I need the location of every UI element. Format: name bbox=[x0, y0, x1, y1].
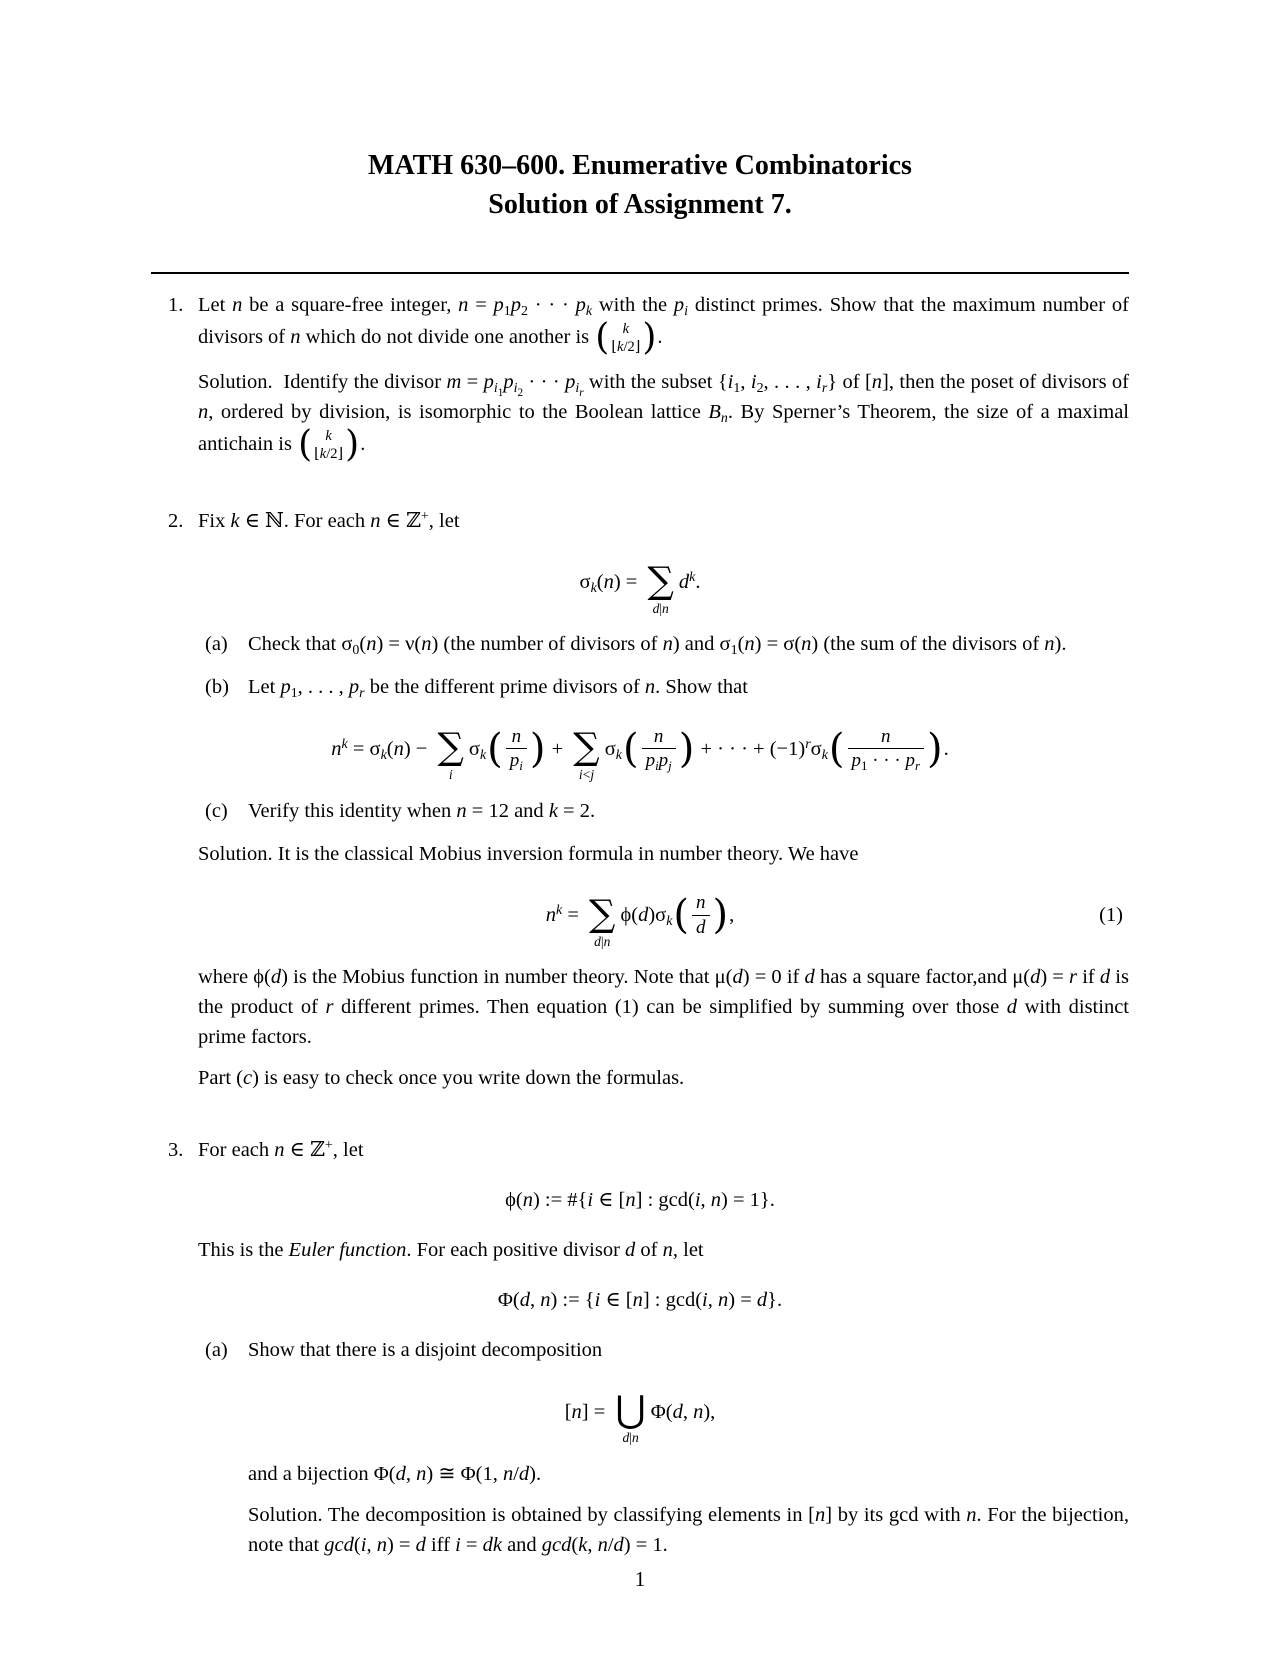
binomial-coefficient bbox=[298, 424, 360, 466]
binomial-stack bbox=[312, 427, 345, 463]
stretched-paren: ( bbox=[673, 892, 689, 939]
course-title: MATH 630–600. Enumerative Combinatorics bbox=[368, 150, 912, 181]
display-equation bbox=[151, 1185, 1129, 1215]
problems-list bbox=[151, 290, 1129, 1560]
paragraph bbox=[248, 672, 1129, 702]
assignment-title: Solution of Assignment 7. bbox=[488, 189, 792, 220]
subitem-label: (a) bbox=[205, 633, 228, 655]
math-text: where ϕ(d) is the Mobius function in number theory. Note that μ(d) = 0 if d has a square factor,and μ(d) = r if d is the product of r different primes. Then equation (1) can be simplified by summing over those d with distinct prime factors. bbox=[198, 966, 1129, 1048]
math-text: This is the Euler function. For each positive divisor d of n, let bbox=[198, 1239, 704, 1261]
binomial-top: k bbox=[325, 428, 332, 445]
subitem-label: (c) bbox=[205, 799, 228, 822]
operator-limit: d|n bbox=[622, 1430, 639, 1445]
operator-limit: i bbox=[448, 767, 453, 782]
stretched-paren: ) bbox=[678, 725, 695, 772]
math-text: Part (c) is easy to check once you write down the formulas. bbox=[198, 1067, 685, 1089]
paragraph bbox=[248, 796, 1129, 826]
problem-number: 1. bbox=[168, 294, 184, 316]
math-text: and a bijection Φ(d, n) ≅ Φ(1, n/d). bbox=[248, 1462, 542, 1485]
equation-content bbox=[545, 889, 735, 949]
paragraph bbox=[198, 1063, 1129, 1093]
problem-body bbox=[198, 1135, 1129, 1560]
denominator: d bbox=[692, 915, 710, 940]
subitem-label: (b) bbox=[205, 676, 229, 698]
math-text: [n] = bbox=[564, 1400, 611, 1423]
numerator: n bbox=[653, 725, 664, 747]
display-equation bbox=[151, 1385, 1129, 1445]
problem-body bbox=[198, 506, 1129, 1094]
stretched-paren: ) bbox=[712, 892, 729, 939]
operator-limit: i<j bbox=[578, 767, 595, 782]
math-text: + · · · + $(-1)^r\sigma_k$ bbox=[695, 736, 828, 763]
paragraph bbox=[248, 1500, 1129, 1560]
math-text: ϕ(n) := #{i ∈ [n] : gcd(i, n) = 1}. bbox=[505, 1189, 775, 1211]
summation-operator bbox=[573, 725, 600, 782]
stretched-paren: ) bbox=[926, 725, 943, 772]
left-paren-icon: ( bbox=[595, 317, 610, 359]
subitem-label: (a) bbox=[205, 1339, 228, 1361]
operator-glyph: ∑ bbox=[589, 891, 616, 935]
display-equation bbox=[151, 722, 1129, 782]
equation-content bbox=[498, 1285, 782, 1315]
union-operator bbox=[615, 1388, 646, 1445]
math-text: $\sigma_k$ bbox=[604, 737, 622, 763]
numerator: n bbox=[511, 725, 522, 747]
equation-content bbox=[564, 1385, 716, 1445]
paragraph bbox=[198, 290, 1129, 359]
paragraph bbox=[198, 1235, 1129, 1265]
summation-operator bbox=[589, 891, 616, 949]
fraction bbox=[692, 891, 710, 940]
paragraph bbox=[198, 506, 1129, 536]
paragraph bbox=[198, 839, 1129, 869]
header-rule bbox=[151, 272, 1129, 274]
subitem-content bbox=[248, 629, 1129, 659]
stretched-paren: ( bbox=[487, 725, 503, 772]
math-text: Solution. It is the classical Mobius inversion formula in number theory. We have bbox=[198, 842, 859, 865]
subitem-b bbox=[198, 672, 1129, 782]
display-equation bbox=[151, 1285, 1129, 1315]
operator-limit: d|n bbox=[594, 933, 611, 949]
problem-1 bbox=[151, 290, 1129, 464]
subitem-a bbox=[198, 629, 1129, 659]
problem-3 bbox=[151, 1135, 1129, 1560]
denominator: $p_1$ · · · $p_r$ bbox=[848, 748, 924, 773]
math-text: For each n ∈ ℤ+, let bbox=[198, 1138, 364, 1161]
display-equation bbox=[151, 889, 1129, 949]
operator-glyph: ∑ bbox=[647, 558, 674, 602]
fraction bbox=[506, 725, 527, 774]
problem-body bbox=[198, 290, 1129, 464]
operator-glyph: ⋃ bbox=[615, 1388, 646, 1431]
math-text: Check that $\sigma_0(n) = \nu(n)$ (the number of divisors of n) and $\sigma_1(n) = \sigma(n)$ (the sum of the divisors of n). bbox=[248, 633, 1067, 659]
paragraph bbox=[198, 367, 1130, 466]
math-text: $\phi(d)\sigma_k$ bbox=[620, 904, 673, 930]
numerator: n bbox=[696, 892, 706, 913]
math-text: Verify this identity when n = 12 and k = 2. bbox=[248, 799, 596, 822]
page-number: 1 bbox=[634, 1567, 646, 1591]
operator-glyph: ∑ bbox=[573, 725, 600, 768]
equation-content bbox=[505, 1185, 775, 1215]
math-text: $n^k$ = bbox=[545, 903, 585, 927]
subitem-a bbox=[198, 1335, 1129, 1560]
subitem-content bbox=[248, 1335, 1129, 1560]
problem-number: 2. bbox=[168, 509, 184, 532]
math-text: Solution. Identify the divisor $m = p_{i_1}p_{i_2}$ · · · $p_{i_r}$ with the subset {$i_1$, $i_2$, . . . , $i_r$} of [n], then the poset of divisors of n, ordered by division, is isomorphic to the Boolean lattice $B_n$. By Sperner’s Theorem, the size of a maximal antichain is bbox=[198, 371, 1130, 456]
math-text: + bbox=[546, 737, 569, 760]
equation-number: (1) bbox=[1099, 904, 1123, 927]
summation-operator bbox=[437, 725, 464, 782]
equation-content bbox=[331, 722, 949, 782]
fraction bbox=[642, 725, 676, 774]
left-paren-icon: ( bbox=[298, 424, 313, 466]
subitem-content bbox=[248, 672, 1129, 782]
math-text: Let $p_1$, . . . , $p_r$ be the different prime divisors of n. Show that bbox=[248, 676, 748, 702]
fraction bbox=[848, 725, 924, 774]
right-paren-icon: ) bbox=[642, 317, 657, 359]
denominator: $p_i$ bbox=[506, 748, 527, 773]
operator-glyph: ∑ bbox=[437, 725, 464, 768]
paragraph bbox=[248, 1459, 1129, 1489]
math-text: $\sigma_k$ bbox=[468, 737, 487, 763]
paragraph bbox=[248, 629, 1129, 659]
binomial-coefficient bbox=[595, 317, 657, 359]
problem-2 bbox=[151, 506, 1129, 1094]
summation-operator bbox=[647, 558, 674, 616]
subitem-content bbox=[248, 796, 1129, 826]
math-text: Fix k ∈ ℕ. For each n ∈ ℤ+, let bbox=[198, 508, 460, 532]
math-text: $n^k = \sigma_k(n)$ − bbox=[331, 736, 433, 763]
numerator: n bbox=[880, 725, 891, 747]
paragraph bbox=[198, 962, 1129, 1052]
math-text: Φ(d, n) := {i ∈ [n] : gcd(i, n) = d}. bbox=[497, 1289, 783, 1311]
math-text: . bbox=[943, 737, 949, 760]
subitem-c bbox=[198, 796, 1129, 826]
math-text: $d^k$. bbox=[678, 570, 701, 594]
right-paren-icon: ) bbox=[345, 424, 360, 466]
operator-limit: d|n bbox=[652, 600, 669, 616]
binomial-stack bbox=[609, 320, 642, 356]
math-text: . bbox=[657, 325, 663, 348]
binomial-bottom: ⌊k/2⌋ bbox=[611, 339, 641, 356]
math-text: Φ(d, n), bbox=[650, 1400, 716, 1423]
math-text: $\sigma_k(n)$ = bbox=[579, 571, 643, 597]
math-text: Let n be a square-free integer, $n = p_1p_2$ · · · $p_k$ with the $p_i$ distinct primes. Show that the maximum number of divisors of n which do not divide one another is bbox=[198, 294, 1129, 348]
math-text: . bbox=[360, 433, 366, 456]
stretched-paren: ) bbox=[529, 725, 546, 772]
equation-content bbox=[579, 556, 701, 616]
math-text: Show that there is a disjoint decomposition bbox=[248, 1339, 603, 1361]
document-header bbox=[151, 146, 1129, 224]
math-text: , bbox=[729, 904, 735, 927]
problem-number: 3. bbox=[168, 1139, 184, 1161]
stretched-paren: ( bbox=[828, 725, 845, 772]
display-equation bbox=[151, 556, 1129, 616]
denominator: $p_ip_j$ bbox=[642, 748, 676, 773]
paragraph bbox=[198, 1135, 1129, 1165]
stretched-paren: ( bbox=[622, 725, 639, 772]
binomial-bottom: ⌊k/2⌋ bbox=[314, 446, 344, 463]
math-text: Solution. The decomposition is obtained by classifying elements in [n] by its gcd with n. For the bijection, note that gcd(i, n) = d iff i = dk and gcd(k, n/d) = 1. bbox=[248, 1503, 1129, 1556]
paragraph bbox=[248, 1335, 1129, 1365]
binomial-top: k bbox=[622, 321, 630, 337]
text-block bbox=[151, 146, 1129, 1560]
